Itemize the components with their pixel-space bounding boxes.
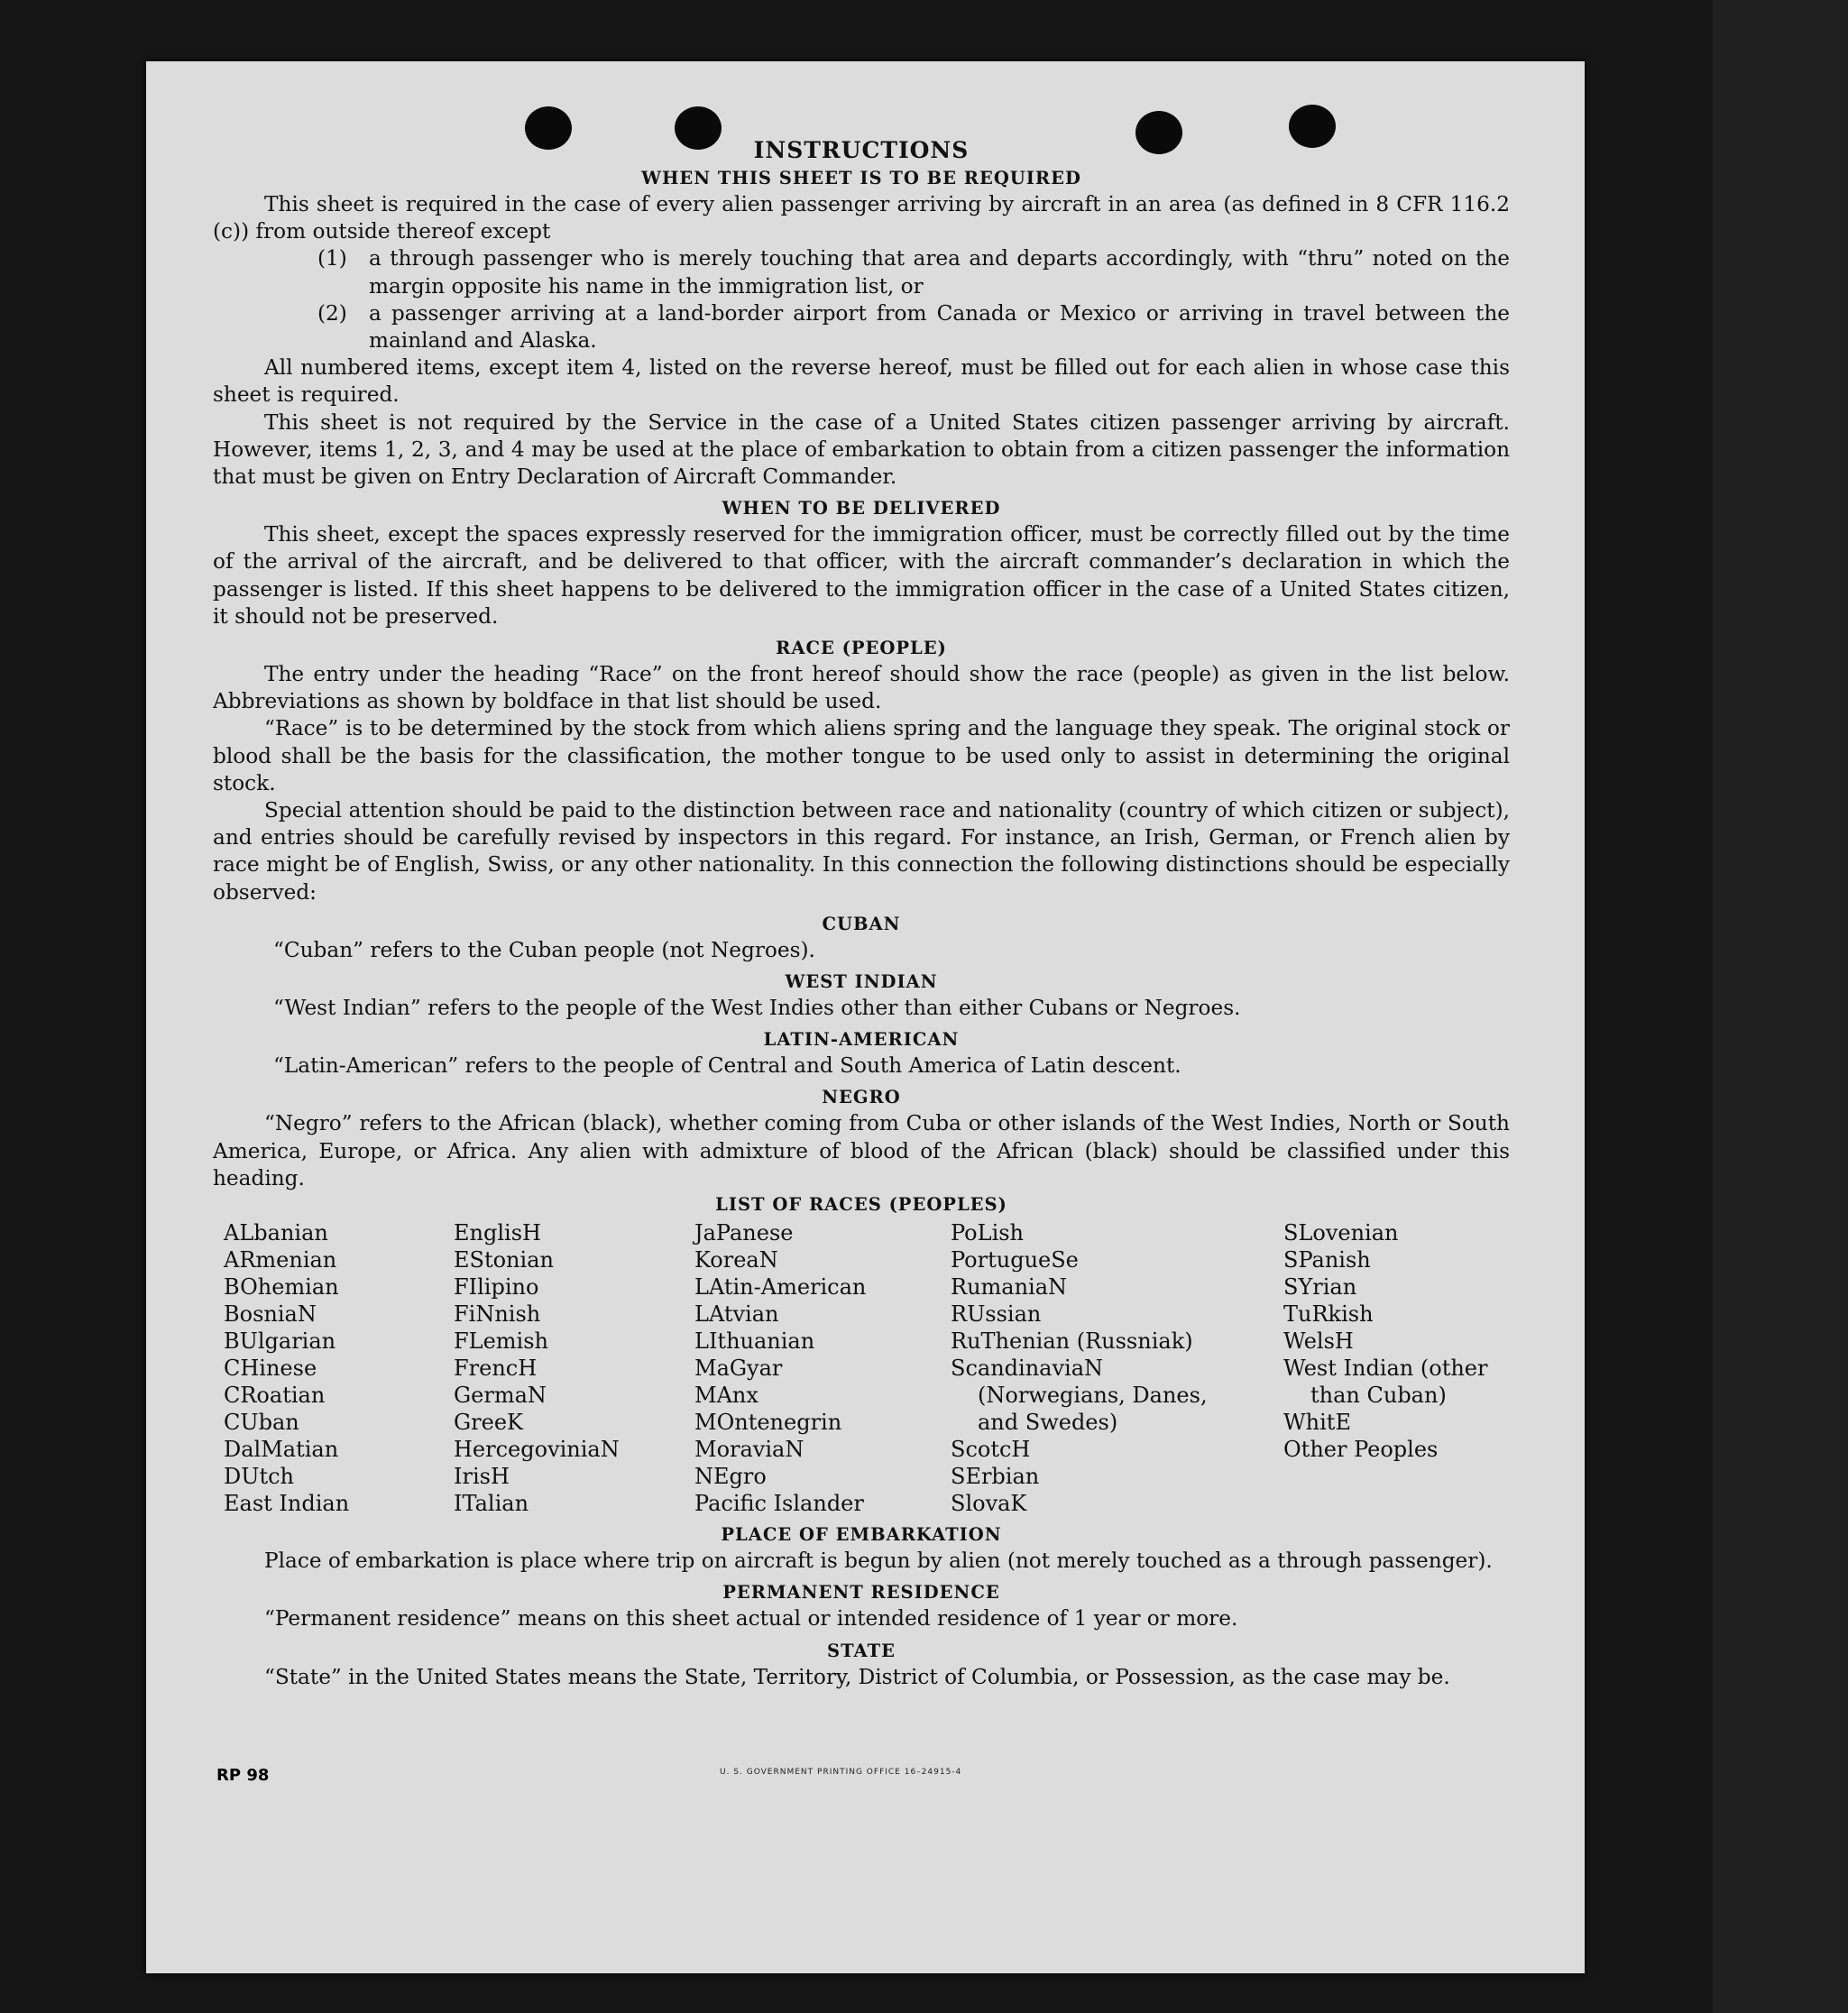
document-page — [146, 61, 1585, 1973]
section-heading: PLACE OF EMBARKATION — [721, 1524, 1002, 1546]
race-item: ARmenian — [224, 1247, 337, 1273]
race-item: RumaniaN — [951, 1274, 1068, 1301]
section-heading: STATE — [827, 1640, 896, 1661]
race-item: BOhemian — [224, 1274, 339, 1301]
race-item: ITalian — [454, 1491, 529, 1517]
instructions-content — [213, 135, 1510, 1691]
paragraph: All numbered items, except item 4, listed on the reverse hereof, must be filled out for each alien in whose case this sheet is required. — [213, 355, 1510, 408]
race-item: Other Peoples — [1283, 1437, 1439, 1463]
definition-text: “West Indian” refers to the people of the West Indies other than either Cubans or Negroes. — [273, 996, 1241, 1021]
race-item: ScandinaviaN (Norwegians, Danes, and Swedes) — [951, 1356, 1208, 1436]
race-item: DUtch — [224, 1464, 295, 1490]
paragraph: Place of embarkation is place where trip on aircraft is begun by alien (not merely touched as a through passenger). — [264, 1549, 1493, 1574]
race-item: RUssian — [951, 1301, 1042, 1328]
race-item: FIlipino — [454, 1274, 539, 1301]
definition-text: “Cuban” refers to the Cuban people (not Negroes). — [273, 937, 815, 962]
paragraph: “Permanent residence” means on this sheet actual or intended residence of 1 year or more. — [264, 1606, 1238, 1632]
paragraph: The entry under the heading “Race” on the front hereof should show the race (people) as given in the list below. Abbreviations as shown by boldface in that list should be used. — [213, 662, 1510, 714]
subsection-heading: CUBAN — [822, 913, 901, 934]
race-item: BUlgarian — [224, 1328, 336, 1355]
race-item: East Indian — [224, 1491, 350, 1517]
race-item: MaGyar — [694, 1356, 783, 1382]
race-item: MAnx — [694, 1383, 759, 1409]
paragraph: This sheet, except the spaces expressly reserved for the immigration officer, must be correctly filled out by the time of the arrival of the aircraft, and be delivered to that officer, with the aircraft commander’s declaration in which the passenger is listed. If this sheet happens to be delivered to the immigration officer in the case of a United States citizen, it should not be preserved. — [213, 522, 1510, 629]
race-item: TuRkish — [1283, 1301, 1374, 1328]
race-item: LAtvian — [694, 1301, 779, 1328]
section-heading: WHEN THIS SHEET IS TO BE REQUIRED — [641, 168, 1081, 188]
race-item: LIthuanian — [694, 1328, 815, 1355]
paragraph: “State” in the United States means the State, Territory, District of Columbia, or Possession, as the case may be. — [264, 1664, 1450, 1689]
paragraph: “Race” is to be determined by the stock from which aliens spring and the language they speak. The original stock or blood shall be the basis for the classification, the mother tongue to be used only to assist in determining the original stock. — [213, 716, 1510, 795]
paragraph: Special attention should be paid to the distinction between race and nationality (country of which citizen or subject), and entries should be carefully revised by inspectors in this regard. For instance, an Irish, German, or French alien by race might be of English, Swiss, or any other nationality. In this connection the following distinctions should be especially observed: — [213, 798, 1510, 905]
list-item — [213, 300, 1510, 354]
item-text: a through passenger who is merely touching that area and departs accordingly, with “thru” noted on the margin opposite his name in the immigration list, or — [369, 246, 1510, 299]
race-item: BosniaN — [224, 1301, 317, 1328]
race-item: CRoatian — [224, 1383, 326, 1409]
race-item: MoraviaN — [694, 1437, 804, 1463]
race-item: SErbian — [951, 1464, 1040, 1490]
definition-text: “Negro” refers to the African (black), whether coming from Cuba or other islands of the West Indies, North or South America, Europe, or Africa. Any alien with admixture of blood of the African (black) should be classified under this heading. — [213, 1111, 1510, 1190]
subsection-heading: NEGRO — [822, 1087, 901, 1108]
definition-text: “Latin-American” refers to the people of Central and South America of Latin descent. — [273, 1053, 1181, 1079]
race-column — [224, 1219, 454, 1517]
race-item: HercegoviniaN — [454, 1437, 620, 1463]
race-item: CUban — [224, 1410, 299, 1436]
section-heading: WHEN TO BE DELIVERED — [722, 498, 1001, 519]
race-column — [1283, 1219, 1521, 1517]
printer-imprint: U. S. GOVERNMENT PRINTING OFFICE 16–24915-4 — [720, 1768, 962, 1777]
race-item: GermaN — [454, 1383, 547, 1409]
paragraph: This sheet is not required by the Service in the case of a United States citizen passenger arriving by aircraft. However, items 1, 2, 3, and 4 may be used at the place of embarkation to obtain from a citizen passenger the information that must be given on Entry Declaration of Aircraft Commander. — [213, 409, 1510, 490]
race-item: WelsH — [1283, 1328, 1354, 1355]
race-item: FLemish — [454, 1328, 548, 1355]
section-heading: LIST OF RACES (PEOPLES) — [715, 1194, 1007, 1216]
race-item: SLovenian — [1283, 1220, 1399, 1246]
race-item: FrencH — [454, 1356, 538, 1382]
form-number: RP 98 — [216, 1766, 270, 1785]
race-item: DalMatian — [224, 1437, 339, 1463]
race-item: ScotcH — [951, 1437, 1031, 1463]
race-list — [213, 1219, 1510, 1517]
race-item: SYrian — [1283, 1274, 1357, 1301]
race-item: West Indian (other than Cuban) — [1283, 1356, 1488, 1409]
race-column — [694, 1219, 951, 1517]
item-text: a passenger arriving at a land-border airport from Canada or Mexico or arriving in travel between the mainland and Alaska. — [369, 300, 1510, 354]
race-item: MOntenegrin — [694, 1410, 842, 1436]
race-item: KoreaN — [694, 1247, 778, 1273]
race-item: EnglisH — [454, 1220, 541, 1246]
race-item: PoLish — [951, 1220, 1025, 1246]
page-title: INSTRUCTIONS — [753, 137, 970, 163]
race-item: RuThenian (Russniak) — [951, 1328, 1193, 1355]
subsection-heading: LATIN-AMERICAN — [763, 1029, 960, 1051]
section-heading: PERMANENT RESIDENCE — [722, 1582, 1000, 1604]
item-number: (1) — [317, 246, 347, 271]
race-item: PortugueSe — [951, 1247, 1079, 1273]
race-item: LAtin-American — [694, 1274, 867, 1301]
race-item: ALbanian — [224, 1220, 328, 1246]
race-item: JaPanese — [694, 1220, 794, 1246]
race-item: Pacific Islander — [694, 1491, 864, 1517]
race-item: WhitE — [1283, 1410, 1351, 1436]
section-heading: RACE (PEOPLE) — [776, 638, 947, 659]
race-column — [951, 1219, 1283, 1517]
list-item — [213, 245, 1510, 299]
subsection-heading: WEST INDIAN — [785, 971, 938, 993]
race-item: SlovaK — [951, 1491, 1027, 1517]
scanner-background — [1713, 0, 1848, 2013]
paragraph: This sheet is required in the case of every alien passenger arriving by aircraft in an area (as defined in 8 CFR 116.2 (c)) from outside thereof except — [213, 192, 1510, 244]
item-number: (2) — [317, 300, 347, 326]
race-item: CHinese — [224, 1356, 317, 1382]
race-item: IrisH — [454, 1464, 510, 1490]
race-item: FiNnish — [454, 1301, 541, 1328]
race-item: SPanish — [1283, 1247, 1371, 1273]
race-item: NEgro — [694, 1464, 767, 1490]
race-item: GreeK — [454, 1410, 523, 1436]
race-item: EStonian — [454, 1247, 554, 1273]
race-column — [454, 1219, 694, 1517]
